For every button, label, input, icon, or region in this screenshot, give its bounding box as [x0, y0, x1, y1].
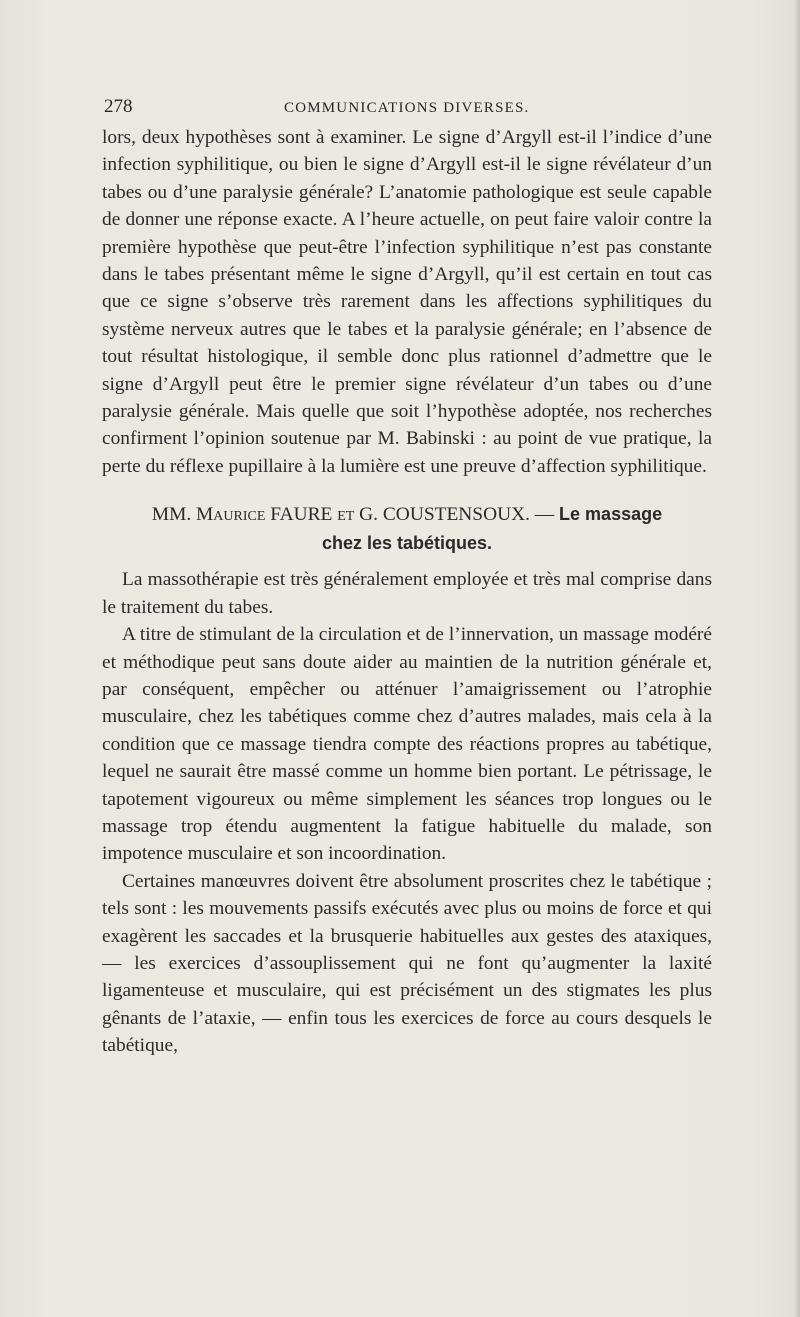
page-header: [104, 96, 712, 124]
heading-separator: —: [534, 504, 555, 526]
body-text: [102, 124, 712, 1060]
paragraph-3: Certaines manœuvres doivent être absolument proscrites chez le tabétique ; tels sont : les mouvements passifs exécutés avec plus ou moins de force et qui exagèrent les saccades et la brusquerie habituelles aux gestes des ataxiques, — les exercices d’assouplissement qui ne font qu’augmenter la laxité ligamenteuse et musculaire, qui est précisément un des stigmates les plus gênants de l’ataxie, — enfin tous les exercices de force au cours desquels le tabétique,: [102, 870, 712, 1057]
paragraph-2: A titre de stimulant de la circulation et de l’innervation, un massage modéré et méthodique peut sans doute aider au maintien de la nutrition générale et, par conséquent, empêcher ou atténuer l’amaigrissement ou l’atrophie musculaire, chez les tabétiques comme chez d’autres malades, mais cela à la condition que ce massage tiendra compte des réactions propres au tabétique, lequel ne saurait être massé comme un homme bien portant. Le pétrissage, le tapotement vigoureux ou même simplement les séances trop longues ou le massage trop étendu augmentent la fatigue habituelle du malade, son impotence musculaire et son incoordination.: [102, 624, 712, 865]
article-title-part2: chez les tabétiques.: [321, 533, 493, 554]
article-title-part1: Le massage: [559, 504, 663, 525]
running-head: COMMUNICATIONS DIVERSES.: [284, 100, 530, 116]
paragraph-1: La massothérapie est très généralement employée et très mal comprise dans le traitement du tabes.: [102, 569, 712, 618]
article-authors: MM. Maurice FAURE et G. COUSTENSOUX.: [151, 504, 530, 526]
page-edge-shadow: [794, 0, 800, 1317]
page-number: 278: [104, 96, 133, 117]
article-heading: [102, 500, 712, 558]
opening-paragraph: lors, deux hypothèses sont à examiner. Le signe d’Argyll est-il l’indice d’une infection syphilitique, ou bien le signe d’Argyll est-il le signe révélateur d’un tabes ou d’une paralysie générale? L’anatomie pathologique est seule capable de donner une réponse exacte. A l’heure actuelle, on peut faire valoir contre la première hypothèse que peut-être l’infection syphilitique n’est pas constante dans le tabes présentant même le signe d’Argyll, qu’il est certain en tout cas que ce signe s’observe très rarement dans les affections syphilitiques du système nerveux autres que le tabes et la paralysie générale; en l’absence de tout résultat histologique, il semble donc plus rationnel d’admettre que le signe d’Argyll peut être le premier signe révélateur d’un tabes ou d’une paralysie générale. Mais quelle que soit l’hypothèse adoptée, nos recherches confirment l’opinion soutenue par M. Babinski : au point de vue pratique, la perte du réflexe pupillaire à la lumière est une preuve d’affection syphilitique.: [102, 127, 712, 477]
